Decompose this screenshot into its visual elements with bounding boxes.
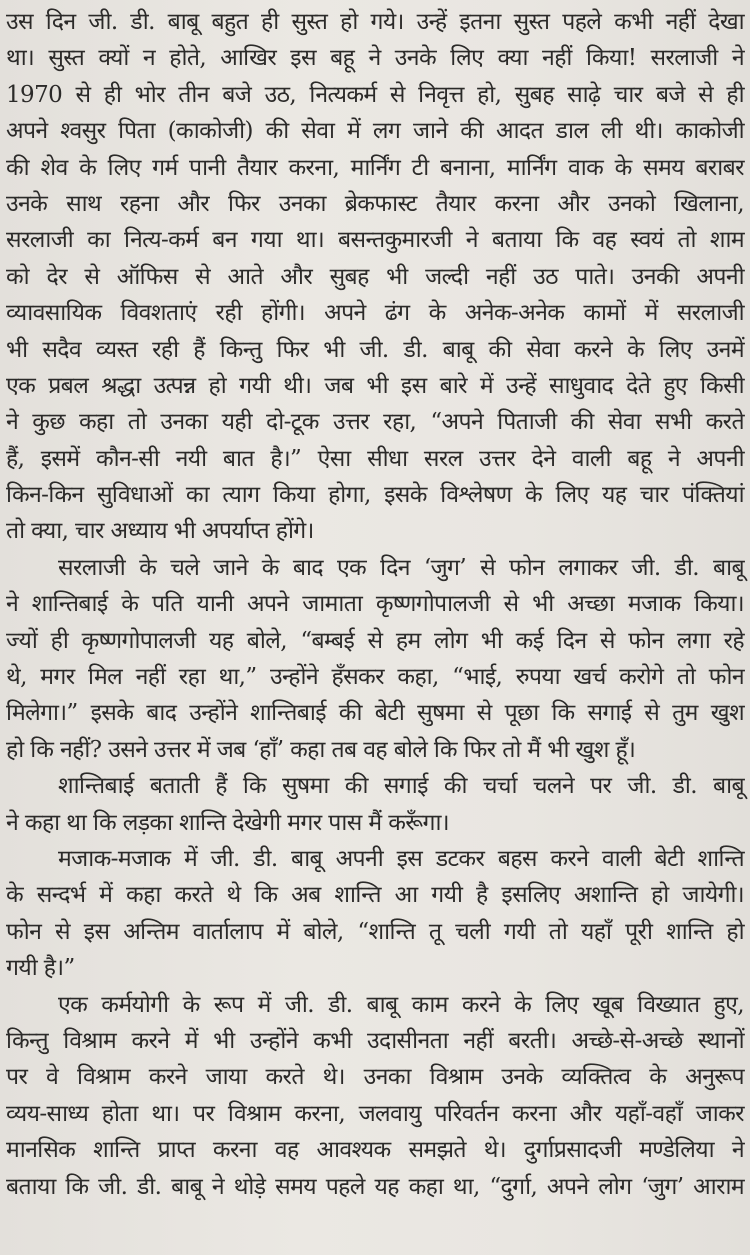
text-line: सरलाजी का नित्य-कर्म बन गया था। बसन्तकुमारजी ने बताया कि वह स्वयं तो शाम (6, 227, 744, 254)
text-line: व्यय-साध्य होता था। पर विश्राम करना, जलवायु परिवर्तन करना और यहाँ-वहाँ जाकर (6, 1100, 744, 1127)
text-line: की शेव के लिए गर्म पानी तैयार करना, मार्निंग टी बनाना, मार्निंग वाक के समय बराबर (6, 154, 744, 181)
text-line: एक प्रबल श्रद्धा उत्पन्न हो गयी थी। जब भी इस बारे में उन्हें साधुवाद देते हुए किसी (6, 372, 744, 399)
text-line: ज्यों ही कृष्णगोपालजी यह बोले, “बम्बई से हम लोग भी कई दिन से फोन लगा रहे (6, 627, 744, 654)
text-line: तो क्या, चार अध्याय भी अपर्याप्त होंगे। (6, 518, 314, 545)
paragraph-3 (6, 768, 744, 841)
text-line: गयी है।” (6, 955, 75, 982)
text-line: शान्तिबाई बताती हैं कि सुषमा की सगाई की चर्चा चलने पर जी. डी. बाबू (58, 773, 744, 800)
text-line: फोन से इस अन्तिम वार्तालाप में बोले, “शान्ति तू चली गयी तो यहाँ पूरी शान्ति हो (6, 918, 744, 945)
text-line: एक कर्मयोगी के रूप में जी. डी. बाबू काम करने के लिए खूब विख्यात हुए, (58, 991, 744, 1018)
text-line: को देर से ऑफिस से आते और सुबह भी जल्दी नहीं उठ पाते। उनकी अपनी (6, 263, 744, 290)
text-line: किन्तु विश्राम करने में भी उन्होंने कभी उदासीनता नहीं बरती। अच्छे-से-अच्छे स्थानों (6, 1027, 744, 1054)
text-line: अपने श्वसुर पिता (काकोजी) की सेवा में लग जाने की आदत डाल ली थी। काकोजी (6, 118, 744, 145)
text-line: मिलेगा।” इसके बाद उन्होंने शान्तिबाई की बेटी सुषमा से पूछा कि सगाई से तुम खुश (6, 700, 744, 727)
paragraph-1 (6, 4, 744, 550)
text-line: मानसिक शान्ति प्राप्त करना वह आवश्यक समझते थे। दुर्गाप्रसादजी मण्डेलिया ने (6, 1137, 744, 1164)
text-line: ने शान्तिबाई के पति यानी अपने जामाता कृष्णगोपालजी से भी अच्छा मजाक किया। (6, 591, 744, 618)
text-line: किन-किन सुविधाओं का त्याग किया होगा, इसके विश्लेषण के लिए यह चार पंक्तियां (6, 482, 744, 509)
text-line: उस दिन जी. डी. बाबू बहुत ही सुस्त हो गये। उन्हें इतना सुस्त पहले कभी नहीं देखा (6, 9, 744, 35)
text-line: था। सुस्त क्यों न होते, आखिर इस बहू ने उनके लिए क्या नहीं किया! सरलाजी ने (6, 45, 744, 72)
text-line: के सन्दर्भ में कहा करते थे कि अब शान्ति आ गयी है इसलिए अशान्ति हो जायेगी। (6, 882, 744, 909)
page-text (6, 4, 744, 1205)
text-line: मजाक-मजाक में जी. डी. बाबू अपनी इस डटकर बहस करने वाली बेटी शान्ति (58, 845, 744, 872)
text-line: व्यावसायिक विवशताएं रही होंगी। अपने ढंग के अनेक-अनेक कामों में सरलाजी (6, 300, 744, 327)
paragraph-2 (6, 550, 744, 768)
text-line: सरलाजी के चले जाने के बाद एक दिन ‘जुग’ से फोन लगाकर जी. डी. बाबू (58, 554, 744, 581)
text-line: 1970 से ही भोर तीन बजे उठ, नित्यकर्म से निवृत्त हो, सुबह साढ़े चार बजे से ही (6, 81, 744, 108)
text-line: बताया कि जी. डी. बाबू ने थोड़े समय पहले यह कहा था, “दुर्गा, अपने लोग ‘जुग’ आराम (6, 1173, 744, 1200)
text-line: हो कि नहीं? उसने उत्तर में जब ‘हाँ’ कहा तब वह बोले कि फिर तो मैं भी खुश हूँ। (6, 736, 636, 763)
text-line: पर वे विश्राम करने जाया करते थे। उनका विश्राम उनके व्यक्तित्व के अनुरूप (6, 1064, 744, 1091)
paragraph-4 (6, 841, 744, 987)
text-line: थे, मगर मिल नहीं रहा था,” उन्होंने हँसकर कहा, “भाई, रुपया खर्च करोगे तो फोन (6, 664, 744, 691)
text-line: हैं, इसमें कौन-सी नयी बात है।” ऐसा सीधा सरल उत्तर देने वाली बहू ने अपनी (6, 445, 744, 472)
text-line: ने कहा था कि लड़का शान्ति देखेगी मगर पास मैं करूँगा। (6, 809, 449, 836)
text-line: उनके साथ रहना और फिर उनका ब्रेकफास्ट तैयार करना और उनको खिलाना, (6, 190, 744, 217)
text-line: भी सदैव व्यस्त रही हैं किन्तु फिर भी जी. डी. बाबू की सेवा करने के लिए उनमें (6, 336, 744, 363)
paragraph-5 (6, 987, 744, 1205)
text-line: ने कुछ कहा तो उनका यही दो-टूक उत्तर रहा, “अपने पिताजी की सेवा सभी करते (6, 409, 744, 436)
